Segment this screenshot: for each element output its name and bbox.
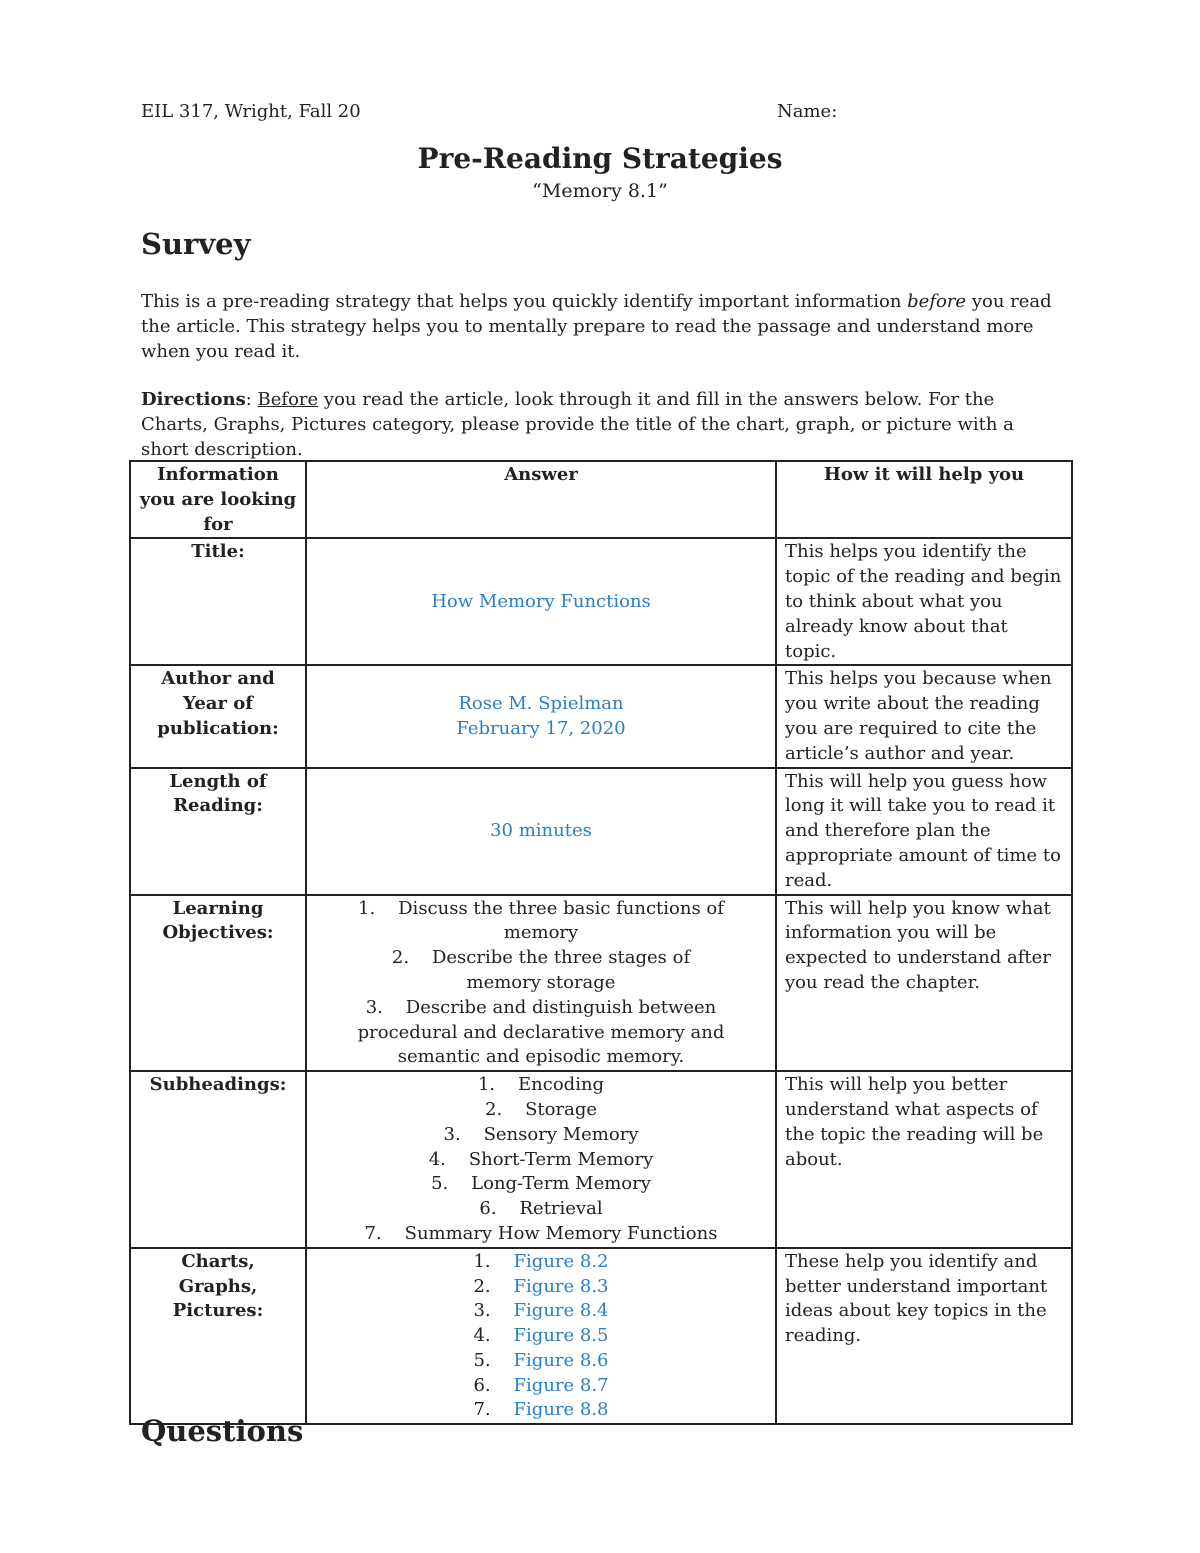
page-title: Pre-Reading Strategies xyxy=(417,142,783,175)
page-subtitle: “Memory 8.1” xyxy=(532,180,668,202)
table-row-length xyxy=(130,768,1072,895)
answer-length-cell xyxy=(306,768,776,895)
answer-title: How Memory Functions xyxy=(431,590,651,612)
list-item: 7. Summary How Memory Functions xyxy=(364,1222,718,1244)
list-item: 1. Encoding xyxy=(477,1074,605,1096)
course-info: EIL 317, Wright, Fall 20 xyxy=(141,101,361,122)
column-header-help: How it will help you xyxy=(776,461,1072,538)
figure-link[interactable]: Figure 8.8 xyxy=(513,1399,609,1421)
help-author: This helps you because when you write about the reading you are required to cite the article’s author and year. xyxy=(776,665,1072,767)
list-item: 3. Describe and distinguish between procedural and declarative memory and semantic and episodic memory. xyxy=(357,996,725,1068)
table-row-objectives xyxy=(130,895,1072,1072)
row-label-length: Length of Reading: xyxy=(130,768,306,895)
help-length: This will help you guess how long it will take you to read it and therefore plan the appropriate amount of time to read. xyxy=(776,768,1072,895)
directions-label: Directions xyxy=(141,389,246,410)
table-header-row xyxy=(130,461,1072,538)
figure-link[interactable]: Figure 8.3 xyxy=(513,1275,609,1297)
table-row-author xyxy=(130,665,1072,767)
intro-text-before: This is a pre-reading strategy that helps you quickly identify important information xyxy=(141,291,908,312)
answer-charts-cell xyxy=(306,1248,776,1425)
list-item: 5. Long-Term Memory xyxy=(431,1173,651,1195)
figure-link[interactable]: Figure 8.4 xyxy=(513,1300,609,1322)
survey-table xyxy=(129,460,1073,1425)
row-label-author: Author and Year of publication: xyxy=(130,665,306,767)
objectives-list xyxy=(315,897,767,1071)
list-item: 4. Figure 8.5 xyxy=(473,1325,609,1347)
charts-list xyxy=(315,1250,767,1424)
subheadings-list xyxy=(315,1073,767,1247)
column-header-info: Information you are looking for xyxy=(130,461,306,538)
list-item: 4. Short-Term Memory xyxy=(428,1148,654,1170)
questions-heading: Questions xyxy=(141,1414,304,1448)
list-item: 3. Sensory Memory xyxy=(443,1123,639,1145)
figure-link[interactable]: Figure 8.6 xyxy=(513,1349,609,1371)
figure-link[interactable]: Figure 8.5 xyxy=(513,1325,609,1347)
table-row-title xyxy=(130,538,1072,665)
list-item: 2. Figure 8.3 xyxy=(473,1275,609,1297)
figure-link[interactable]: Figure 8.2 xyxy=(513,1250,609,1272)
table-row-charts xyxy=(130,1248,1072,1425)
row-label-charts: Charts, Graphs, Pictures: xyxy=(130,1248,306,1425)
intro-emphasis: before xyxy=(907,291,967,312)
figure-link[interactable]: Figure 8.7 xyxy=(513,1374,609,1396)
directions-colon: : xyxy=(245,389,258,410)
answer-date: February 17, 2020 xyxy=(456,717,626,739)
directions-paragraph xyxy=(141,387,1061,462)
answer-author: Rose M. Spielman xyxy=(458,693,624,715)
help-objectives: This will help you know what information you will be expected to understand after you read the chapter. xyxy=(776,895,1072,1072)
name-label: Name: xyxy=(777,101,838,122)
column-header-answer: Answer xyxy=(306,461,776,538)
document-header xyxy=(141,101,1061,125)
answer-title-cell xyxy=(306,538,776,665)
answer-length: 30 minutes xyxy=(490,820,592,842)
answer-subheadings-cell xyxy=(306,1071,776,1248)
list-item: 2. Storage xyxy=(485,1098,597,1120)
list-item: 5. Figure 8.6 xyxy=(473,1349,609,1371)
row-label-objectives: Learning Objectives: xyxy=(130,895,306,1072)
list-item: 6. Retrieval xyxy=(479,1198,603,1220)
list-item: 7. Figure 8.8 xyxy=(473,1399,609,1421)
list-item: 3. Figure 8.4 xyxy=(473,1300,609,1322)
answer-author-cell xyxy=(306,665,776,767)
directions-underlined: Before xyxy=(257,389,319,410)
row-label-subheadings: Subheadings: xyxy=(130,1071,306,1248)
table-row-subheadings xyxy=(130,1071,1072,1248)
help-title: This helps you identify the topic of the reading and begin to think about what you already know about that topic. xyxy=(776,538,1072,665)
row-label-title: Title: xyxy=(130,538,306,665)
answer-objectives-cell xyxy=(306,895,776,1072)
list-item: 1. Figure 8.2 xyxy=(473,1250,609,1272)
survey-intro-paragraph xyxy=(141,289,1061,364)
intro-text-after: you read the article. This strategy helps you to mentally prepare to read the passage and understand more when you read it. xyxy=(141,291,1052,362)
list-item: 6. Figure 8.7 xyxy=(473,1374,609,1396)
directions-text: you read the article, look through it and fill in the answers below. For the Charts, Graphs, Pictures category, please provide the title of the chart, graph, or picture with a short description. xyxy=(141,389,1014,460)
list-item: 1. Discuss the three basic functions of memory xyxy=(358,897,724,944)
help-subheadings: This will help you better understand what aspects of the topic the reading will be about. xyxy=(776,1071,1072,1248)
list-item: 2. Describe the three stages of memory storage xyxy=(391,947,691,993)
survey-heading: Survey xyxy=(141,227,251,261)
help-charts: These help you identify and better understand important ideas about key topics in the reading. xyxy=(776,1248,1072,1425)
